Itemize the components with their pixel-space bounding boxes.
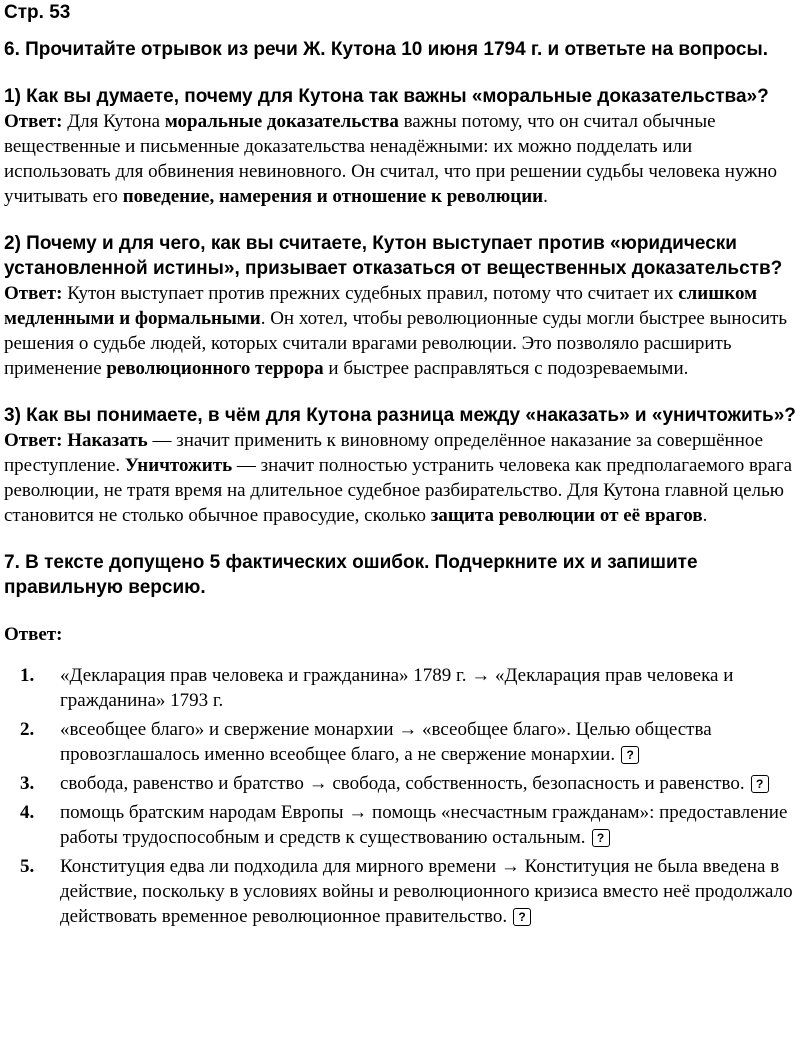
list-item-text <box>60 800 796 850</box>
page-label: Стр. 53 <box>4 2 71 23</box>
list-item <box>4 663 796 713</box>
task6-answer-2 <box>4 281 796 381</box>
answer-label: Ответ: <box>4 430 63 451</box>
task7-answer-label <box>4 622 796 647</box>
task6-answer-3 <box>4 428 796 528</box>
answer-text: — значит применить к виновному определённое наказание за совершённое преступление. <box>4 430 764 476</box>
task6-question-2: 2) Почему и для чего, как вы считаете, Кутон выступает против «юридически установленной истины», призывает отказаться от вещественных доказательств? <box>4 233 783 279</box>
answer-label: Ответ: <box>4 283 63 304</box>
list-item-number: 1. <box>20 665 35 686</box>
answer-text: Для Кутона <box>62 111 165 132</box>
task6-answer-1 <box>4 109 796 209</box>
answer-emphasis: защита революции от её врагов <box>430 505 703 526</box>
answer-emphasis: моральные доказательства <box>164 111 399 132</box>
answer-emphasis: Уничтожить <box>124 455 233 476</box>
list-item-body: помощь братским народам Европы → помощь «несчастным гражданам»: предоставление работы трудоспособным и средств к существованию остальным. <box>60 802 788 848</box>
task6-question-1: 1) Как вы думаете, почему для Кутона так важны «моральные доказательства»? <box>4 86 769 107</box>
answer-text: . Он хотел, чтобы революционные суды могли быстрее выносить решения о судьбе людей, которых считали врагами революции. Это позволяло расширить применение <box>4 308 788 379</box>
answer-text: и быстрее расправляться с подозреваемыми. <box>323 358 689 379</box>
answer-text: важны потому, что он считал обычные вещественные и письменные доказательства ненадёжными: их можно подделать или использовать для обвинения невиновного. Он считал, что при решении судьбы человека нужно учитывать его <box>4 111 778 207</box>
answer-label: Ответ: <box>4 111 63 132</box>
task7-answer-list <box>4 663 796 929</box>
task6-question-3: 3) Как вы понимаете, в чём для Кутона разница между «наказать» и «уничтожить»? <box>4 405 796 426</box>
answer-emphasis: Наказать <box>62 430 148 451</box>
question-mark-icon[interactable]: ? <box>592 829 610 847</box>
answer-text: — значит полностью устранить человека как предполагаемого врага революции, не тратя время на длительное судебное разбирательство. Для Кутона главной целью становится не столько обычное правосудие, сколько <box>4 455 793 526</box>
list-item-body: «Декларация прав человека и гражданина» 1789 г. → «Декларация прав человека и гражданина» 1793 г. <box>60 665 734 711</box>
answer-label: Ответ: <box>4 624 63 645</box>
answer-emphasis: революционного террора <box>106 358 324 379</box>
task7-title: 7. В тексте допущено 5 фактических ошибок. Подчеркните их и запишите правильную версию. <box>4 552 698 598</box>
list-item <box>4 771 796 796</box>
list-item-body: «всеобщее благо» и свержение монархии → «всеобщее благо». Целью общества провозглашалось именно всеобщее благо, а не свержение монархии. <box>60 719 712 765</box>
list-item-number: 5. <box>20 856 35 877</box>
list-item-text <box>60 771 796 796</box>
answer-text: . <box>543 186 548 207</box>
list-item-text <box>60 663 796 713</box>
answer-emphasis: слишком медленными и формальными <box>4 283 758 329</box>
task6-title: 6. Прочитайте отрывок из речи Ж. Кутона 10 июня 1794 г. и ответьте на вопросы. <box>4 39 768 60</box>
answer-text: Кутон выступает против прежних судебных правил, потому что считает их <box>62 283 679 304</box>
question-mark-icon[interactable]: ? <box>513 908 531 926</box>
question-mark-icon[interactable]: ? <box>621 746 639 764</box>
list-item <box>4 800 796 850</box>
list-item <box>4 854 796 929</box>
list-item <box>4 717 796 767</box>
answer-text: . <box>702 505 708 526</box>
list-item-number: 4. <box>20 802 35 823</box>
list-item-body: свобода, равенство и братство → свобода, собственность, безопасность и равенство. <box>60 773 745 794</box>
answer-emphasis: поведение, намерения и отношение к революции <box>122 186 544 207</box>
list-item-body: Конституция едва ли подходила для мирного времени → Конституция не была введена в действие, поскольку в условиях войны и революционного кризиса вместо неё продолжало действовать временное революционное правительство. <box>60 856 793 927</box>
question-mark-icon[interactable]: ? <box>751 775 769 793</box>
list-item-text <box>60 717 796 767</box>
list-item-text <box>60 854 796 929</box>
list-item-number: 2. <box>20 719 35 740</box>
list-item-number: 3. <box>20 773 35 794</box>
